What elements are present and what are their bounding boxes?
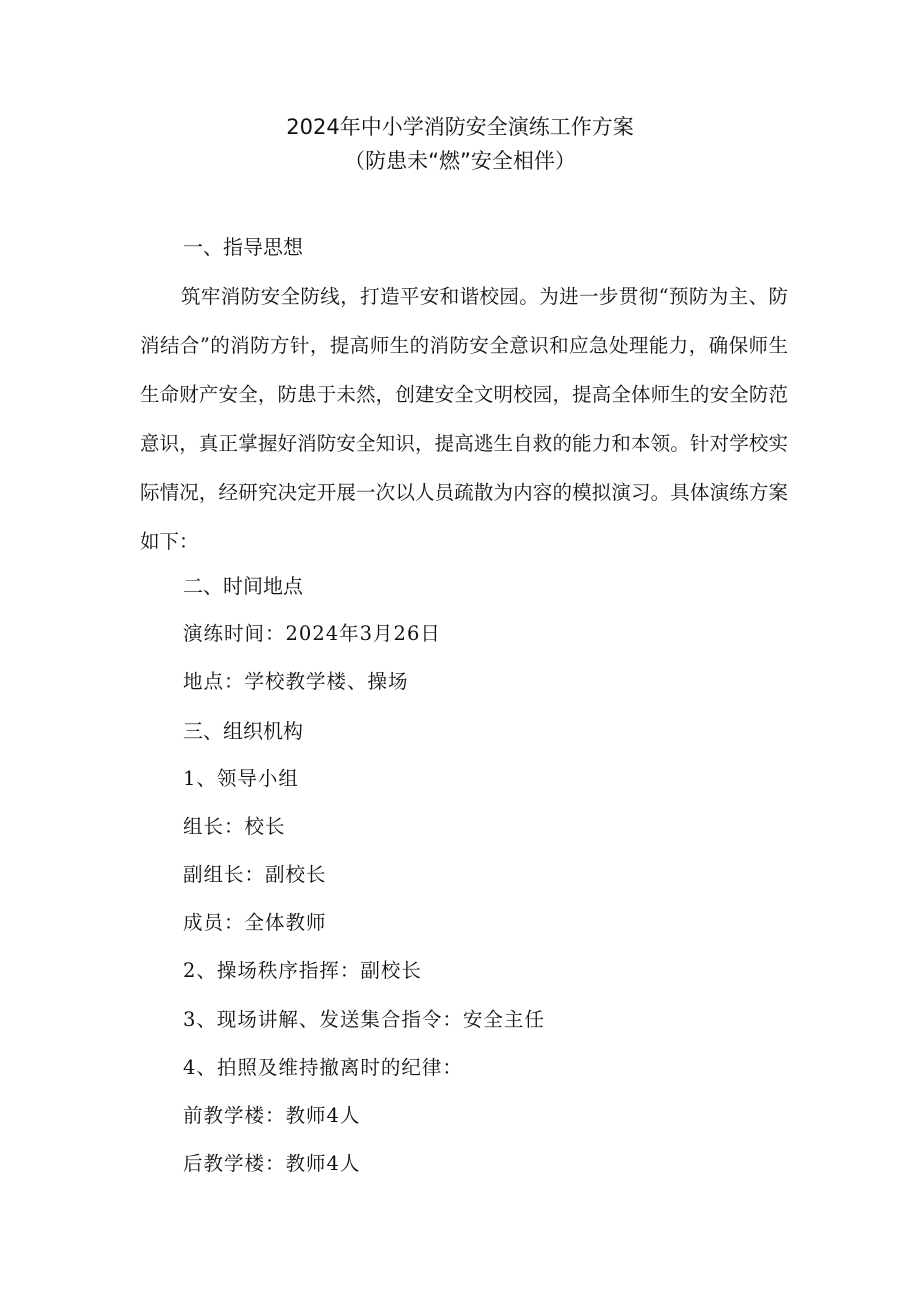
org-line: 副组长：副校长 — [183, 863, 327, 886]
document-subtitle: （防患未“燃”安全相伴） — [344, 149, 576, 173]
org-line: 3、现场讲解、发送集合指令：安全主任 — [183, 1008, 545, 1031]
drill-time-line: 演练时间：2024年3月26日 — [183, 622, 441, 645]
org-line: 前教学楼：教师4人 — [183, 1104, 361, 1127]
org-line: 1、领导小组 — [183, 767, 299, 790]
org-line: 4、拍照及维持撤离时的纪律： — [183, 1056, 463, 1079]
document-title: 2024年中小学消防安全演练工作方案 — [286, 115, 634, 139]
section-heading-guiding-ideology: 一、指导思想 — [183, 235, 303, 259]
section-heading-time-place: 二、时间地点 — [183, 574, 303, 598]
section-heading-organization: 三、组织机构 — [183, 719, 303, 743]
guiding-ideology-paragraph: 筑牢消防安全防线，打造平安和谐校园。为进一步贯彻“预防为主、防消结合”的消防方针，提高师生的消防安全意识和应急处理能力，确保师生生命财产安全，防患于未然，创建安全文明校园，提高全体师生的安全防范意识，真正掌握好消防安全知识，提高逃生自救的能力和本领。针对学校实际情况，经研究决定开展一次以人员疏散为内容的模拟演习。具体演练方案如下： — [140, 285, 788, 553]
org-line: 成员：全体教师 — [183, 911, 327, 934]
org-line: 组长：校长 — [183, 815, 286, 838]
drill-place-line: 地点：学校教学楼、操场 — [183, 670, 409, 693]
org-line: 2、操场秩序指挥：副校长 — [183, 959, 422, 982]
org-line: 后教学楼：教师4人 — [183, 1152, 361, 1175]
